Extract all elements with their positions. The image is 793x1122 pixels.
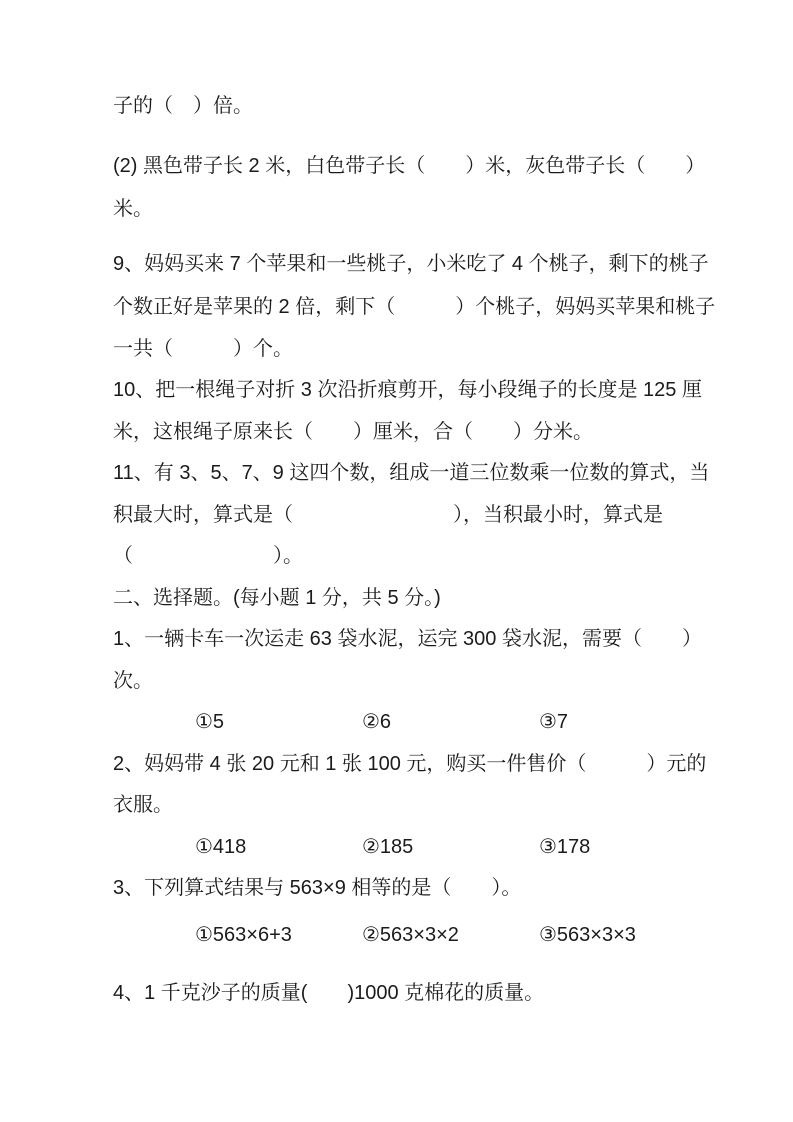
section-2-header: 二、选择题。(每小题 1 分，共 5 分。) [113, 586, 441, 609]
line-q11-cont: 积最大时，算式是（ ），当积最小时，算式是 [113, 503, 663, 526]
choice1-option-3: ③7 [539, 711, 569, 733]
choice1-option-2: ②6 [362, 711, 392, 733]
line-choice3: 3、下列算式结果与 563×9 相等的是（ ）。 [113, 877, 522, 899]
line-q9-end: 一共（ ）个。 [113, 337, 293, 360]
line-q10: 10、把一根绳子对折 3 次沿折痕剪开，每小段绳子的长度是 125 厘 [113, 379, 702, 401]
choice3-option-2: ②563×3×2 [362, 923, 459, 946]
choice2-option-1: ①418 [195, 835, 247, 858]
choice3-option-3: ③563×3×3 [539, 923, 636, 946]
choice2-option-3: ③178 [539, 835, 591, 858]
line-q9: 9、妈妈买来 7 个苹果和一些桃子，小米吃了 4 个桃子，剩下的桃子 [113, 252, 709, 275]
line-choice2-end: 衣服。 [113, 794, 173, 816]
line-q8-part2-end: 米。 [113, 198, 153, 220]
choice2-option-2: ②185 [362, 835, 414, 858]
line-choice4: 4、1 千克沙子的质量( )1000 克棉花的质量。 [113, 982, 545, 1004]
choice3-option-1: ①563×6+3 [195, 923, 292, 946]
line-q8-part2: (2) 黑色带子长 2 米，白色带子长（ ）米，灰色带子长（ ） [113, 154, 706, 177]
line-q10-end: 米，这根绳子原来长（ ）厘米，合（ ）分米。 [113, 420, 593, 443]
choice1-options-row [113, 702, 757, 744]
line-q8-part1-end: 子的（ ）倍。 [113, 95, 253, 117]
line-q9-cont: 个数正好是苹果的 2 倍，剩下（ ）个桃子，妈妈买苹果和桃子 [113, 296, 716, 318]
choice2-options-row [113, 827, 757, 869]
line-choice1-end: 次。 [113, 669, 153, 692]
choice1-option-1: ①5 [195, 711, 225, 733]
choice3-options-row [113, 915, 757, 957]
line-choice1: 1、一辆卡车一次运走 63 袋水泥，运完 300 袋水泥，需要（ ） [113, 628, 702, 650]
line-q11: 11、有 3、5、7、9 这四个数，组成一道三位数乘一位数的算式，当 [113, 462, 710, 484]
line-choice2: 2、妈妈带 4 张 20 元和 1 张 100 元，购买一件售价（ ）元的 [113, 752, 707, 775]
line-q11-end: （ ）。 [113, 545, 303, 567]
